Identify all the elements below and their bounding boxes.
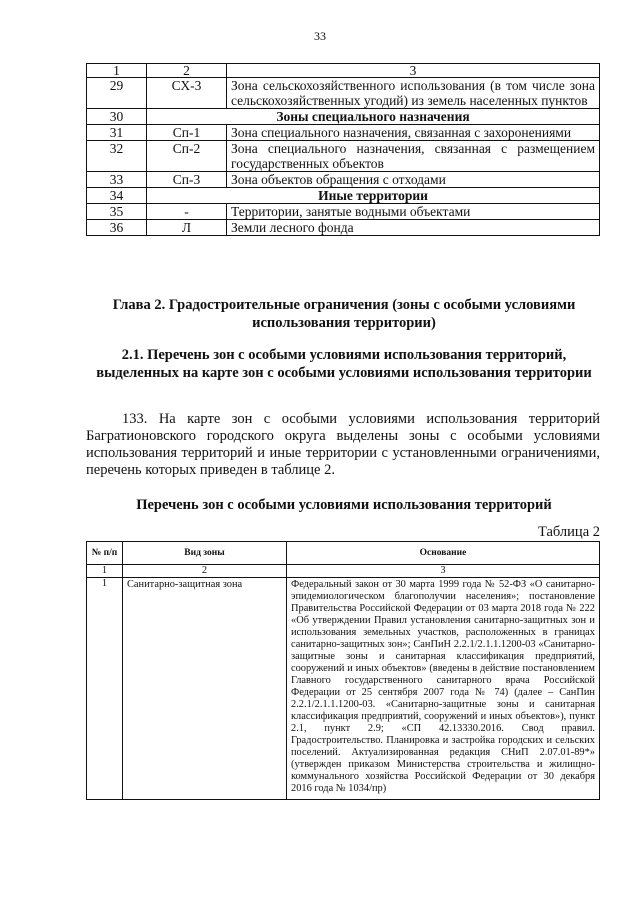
table-header-row — [87, 64, 600, 78]
column-index: 3 — [287, 565, 600, 578]
zone-code: СХ-3 — [147, 78, 227, 109]
zone-code: Сп-3 — [147, 172, 227, 188]
table-row — [87, 125, 600, 141]
row-number: 29 — [87, 78, 147, 109]
zone-description: Земли лесного фонда — [227, 220, 600, 236]
row-number: 35 — [87, 204, 147, 220]
zone-code: Сп-2 — [147, 141, 227, 172]
section-title: Зоны специального назначения — [147, 109, 600, 125]
zones-table — [86, 63, 600, 236]
table-row — [87, 578, 600, 800]
row-number: 34 — [87, 188, 147, 204]
legal-basis: Федеральный закон от 30 марта 1999 года № 52-ФЗ «О санитарно-эпидемиологическом благополучии населения»; постановление Правительства Российской Федерации от 03 марта 2018 года № 222 «Об утверждении Правил установления санитарно-защитных зон и использования земельных участков, расположенных в границах санитарно-защитных зон»; СанПиН 2.2.1/2.1.1.1200-03 «Санитарно-защитные зоны и санитарная классификация предприятий, сооружений и иных объектов» (введены в действие постановлением Главного государственного санитарного врача Российской Федерации от 25 сентября 2007 года № 74) (далее – СанПин 2.2.1/2.1.1.1200-03. «Санитарно-защитные зоны и санитарная классификация предприятий, сооружений и иных объектов»), пункт 2.1, пункт 2.9; «СП 42.13330.2016. Свод правил. Градостроительство. Планировка и застройка городских и сельских поселений. Актуализированная редакция СНиП 2.07.01-89*» (утвержден приказом Министерства строительства и жилищно-коммунального хозяйства Российской Федерации от 30 декабря 2016 года № 1034/пр) — [287, 578, 600, 800]
row-number: 36 — [87, 220, 147, 236]
page-number: 33 — [314, 29, 326, 43]
section-title: Иные территории — [147, 188, 600, 204]
column-index-row — [87, 565, 600, 578]
column-index: 2 — [147, 64, 227, 78]
zone-description: Зона специального назначения, связанная с размещением государственных объектов — [227, 141, 600, 172]
zone-description: Территории, занятые водными объектами — [227, 204, 600, 220]
row-number: 31 — [87, 125, 147, 141]
table-row — [87, 141, 600, 172]
column-header: № п/п — [87, 542, 123, 565]
zone-type: Санитарно-защитная зона — [123, 578, 287, 800]
table-header-row — [87, 542, 600, 565]
table-section-row — [87, 109, 600, 125]
subsection-title: 2.1. Перечень зон с особыми условиями использования территорий, выделенных на карте зон с особыми условиями использования территории — [96, 347, 592, 381]
zone-code: - — [147, 204, 227, 220]
table-row — [87, 220, 600, 236]
body-paragraph: 133. На карте зон с особыми условиями использования территорий Багратионовского городского округа выделены зоны с особыми условиями использования территорий и иные территории с установленными ограничениями, перечень которых приведен в таблице 2. — [86, 411, 600, 478]
row-number: 1 — [87, 578, 123, 800]
column-index: 1 — [87, 64, 147, 78]
zone-code: Сп-1 — [147, 125, 227, 141]
table-title: Перечень зон с особыми условиями использования территорий — [136, 497, 552, 513]
table-row — [87, 172, 600, 188]
column-index: 2 — [123, 565, 287, 578]
table-label: Таблица 2 — [537, 524, 600, 540]
zone-code: Л — [147, 220, 227, 236]
zone-description: Зона объектов обращения с отходами — [227, 172, 600, 188]
zone-description: Зона специального назначения, связанная с захоронениями — [227, 125, 600, 141]
column-index: 1 — [87, 565, 123, 578]
column-header: Основание — [287, 542, 600, 565]
chapter-title: Глава 2. Градостроительные ограничения (зоны с особыми условиями использования территории) — [112, 297, 576, 331]
zone-description: Зона сельскохозяйственного использования (в том числе зона сельскохозяйственных угодий) из земель населенных пунктов — [227, 78, 600, 109]
row-number: 32 — [87, 141, 147, 172]
table-row — [87, 78, 600, 109]
column-header: Вид зоны — [123, 542, 287, 565]
restrictions-table — [86, 541, 600, 800]
row-number: 30 — [87, 109, 147, 125]
row-number: 33 — [87, 172, 147, 188]
table-row — [87, 204, 600, 220]
column-index: 3 — [227, 64, 600, 78]
table-section-row — [87, 188, 600, 204]
